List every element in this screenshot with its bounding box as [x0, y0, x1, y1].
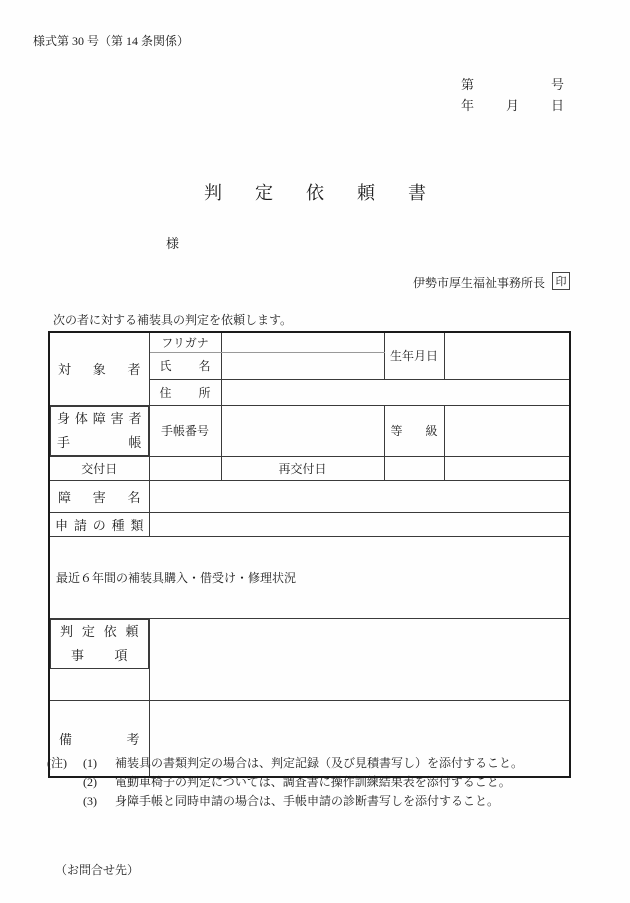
note-3-text: 身障手帳と同時申請の場合は、手帳申請の診断書写しを添付すること。	[115, 794, 500, 808]
sender-name: 伊勢市厚生福祉事務所長	[413, 276, 546, 290]
techou-number-value-cell	[221, 405, 384, 456]
address-label: 住 所	[159, 385, 211, 400]
issue-date-label-cell	[49, 456, 149, 480]
notes-prefix: (注)	[47, 756, 67, 770]
request-label-line1: 判 定 依 頼	[60, 623, 139, 639]
disability-label: 障 害 名	[58, 489, 141, 505]
reissue-date-value-cell	[384, 456, 444, 480]
note-line-1	[47, 756, 523, 771]
grade-label-cell	[384, 405, 444, 456]
furigana-label: フリガナ	[161, 335, 209, 350]
name-label: 氏 名	[159, 359, 211, 373]
form-number: 様式第 30 号（第 14 条関係）	[33, 34, 190, 48]
subject-label: 対 象 者	[58, 362, 141, 378]
disability-label-cell	[49, 480, 149, 512]
birthdate-label: 生年月日	[389, 349, 438, 364]
issue-date-value-cell	[149, 456, 221, 480]
application-type-label-cell	[49, 512, 149, 536]
doc-number-prefix: 第	[461, 77, 475, 92]
date-month-label: 月	[506, 98, 520, 113]
techou-label-line2: 手 帳	[57, 434, 142, 450]
history-cell	[49, 536, 570, 618]
history-label: 最近６年間の補装具購入・借受け・修理状況	[56, 570, 297, 585]
note-line-3	[47, 794, 499, 809]
grade-value-cell	[444, 405, 570, 456]
remarks-label: 備 考	[59, 731, 140, 747]
address-value-cell	[221, 379, 570, 405]
form-table	[48, 331, 571, 778]
application-type-label: 申 請 の 種 類	[55, 517, 144, 533]
birthdate-label-cell	[384, 332, 444, 379]
techou-number-label: 手帳番号	[160, 424, 209, 438]
form-title: 判 定 依 頼 書	[204, 183, 426, 203]
techou-number-label-cell	[149, 405, 221, 456]
issue-date-label: 交付日	[81, 461, 118, 476]
request-label-cell	[50, 619, 149, 669]
furigana-value-cell	[221, 332, 384, 352]
note-3-num: (3)	[83, 794, 97, 808]
disability-value-cell	[149, 480, 570, 512]
application-type-value-cell	[149, 512, 570, 536]
note-2-text: 電動車椅子の判定については、調査書に操作訓練結果表を添付すること。	[115, 775, 511, 789]
date-day-label: 日	[551, 98, 565, 113]
techou-label-line1: 身 体 障 害 者	[57, 410, 142, 426]
note-line-2	[47, 775, 511, 790]
reissue-date-label: 再交付日	[278, 461, 327, 476]
address-label-cell	[149, 379, 221, 405]
name-label-cell	[149, 352, 221, 379]
seal-label: 印	[555, 276, 567, 288]
date-year-label: 年	[461, 98, 475, 113]
reissue-date-label-cell	[221, 456, 384, 480]
request-value-cell	[149, 618, 570, 700]
seal-box	[552, 272, 570, 290]
name-value-cell	[221, 352, 384, 379]
addressee-suffix: 様	[166, 236, 180, 251]
furigana-label-cell	[149, 332, 221, 352]
intro-sentence: 次の者に対する補装具の判定を依頼します。	[53, 313, 293, 327]
note-1-num: (1)	[83, 756, 97, 770]
contact-label: （お問合せ先）	[55, 863, 140, 877]
note-1-text: 補装具の書類判定の場合は、判定記録（及び見積書写し）を添付すること。	[115, 756, 524, 770]
birthdate-value-cell	[444, 332, 570, 379]
request-label-line2: 事 項	[71, 647, 128, 663]
subject-label-cell	[49, 332, 149, 405]
note-2-num: (2)	[83, 775, 97, 789]
doc-number-suffix: 号	[551, 77, 565, 92]
techou-label-cell	[50, 406, 149, 456]
grade-label: 等 級	[390, 424, 438, 438]
